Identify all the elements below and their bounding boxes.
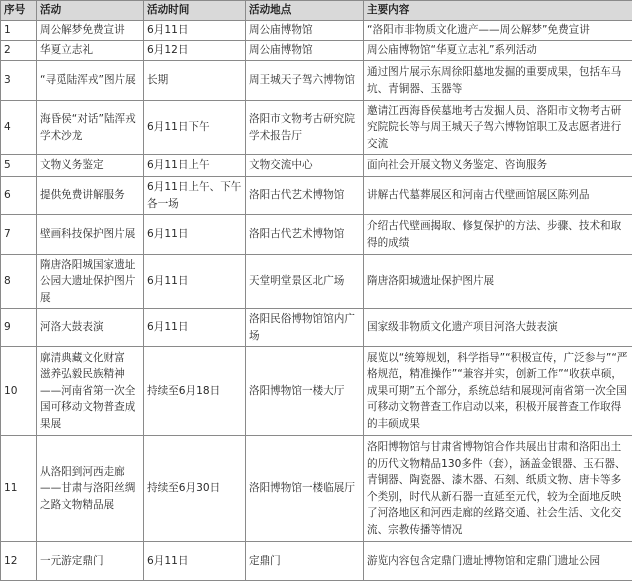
cell-content: 介绍古代壁画揭取、修复保护的方法、步骤、技术和取得的成绩 [364, 215, 632, 255]
cell-activity: “寻觅陆浑戎”图片展 [37, 61, 144, 101]
cell-time: 6月11日 [144, 309, 246, 347]
cell-index: 9 [1, 309, 37, 347]
cell-content: 面向社会开展文物义务鉴定、咨询服务 [364, 155, 632, 177]
cell-activity: 一元游定鼎门 [37, 542, 144, 581]
cell-time: 6月11日 [144, 215, 246, 255]
cell-content: 周公庙博物馆“华夏立志礼”系列活动 [364, 41, 632, 61]
cell-index: 10 [1, 347, 37, 436]
col-header-location: 活动地点 [246, 1, 364, 21]
cell-content: 讲解古代墓葬展区和河南古代壁画馆展区陈列品 [364, 177, 632, 215]
cell-content: 游览内容包含定鼎门遗址博物馆和定鼎门遗址公园 [364, 542, 632, 581]
cell-activity: 华夏立志礼 [37, 41, 144, 61]
table-row [1, 542, 632, 581]
table-row [1, 436, 632, 542]
table-row [1, 255, 632, 309]
cell-time: 6月11日上午、下午各一场 [144, 177, 246, 215]
cell-activity: 提供免费讲解服务 [37, 177, 144, 215]
table-row [1, 347, 632, 436]
cell-index: 6 [1, 177, 37, 215]
cell-activity: 廓清典藏文化财富 滋养弘毅民族精神——河南省第一次全国可移动文物普查成果展 [37, 347, 144, 436]
cell-index: 1 [1, 21, 37, 41]
cell-time: 持续至6月30日 [144, 436, 246, 542]
cell-location: 周公庙博物馆 [246, 21, 364, 41]
cell-location: 洛阳古代艺术博物馆 [246, 215, 364, 255]
col-header-activity: 活动 [37, 1, 144, 21]
cell-content: 洛阳博物馆与甘肃省博物馆合作共展出甘肃和洛阳出土的历代文物精品130多件（套），涵盖金银器、玉石器、青铜器、陶瓷器、漆木器、石刻、纸质文物、唐卡等多个类别，时代从新石器一直延至元代，较为全面地反映了河洛地区和河西走廊的丝路交通、社会生活、文化交流、宗教传播等情况 [364, 436, 632, 542]
cell-location: 周公庙博物馆 [246, 41, 364, 61]
cell-content: 国家级非物质文化遗产项目河洛大鼓表演 [364, 309, 632, 347]
table-row [1, 101, 632, 155]
cell-time: 6月11日下午 [144, 101, 246, 155]
col-header-time: 活动时间 [144, 1, 246, 21]
cell-location: 周王城天子驾六博物馆 [246, 61, 364, 101]
cell-time: 6月11日上午 [144, 155, 246, 177]
cell-location: 洛阳市文物考古研究院学术报告厅 [246, 101, 364, 155]
table-row [1, 61, 632, 101]
cell-activity: 从洛阳到河西走廊——甘肃与洛阳丝绸之路文物精品展 [37, 436, 144, 542]
cell-location: 洛阳博物馆一楼大厅 [246, 347, 364, 436]
cell-content: 展览以“统筹规划，科学指导”“积极宣传，广泛参与”“严格规范，精准操作”“兼容并实，创新工作”“收获卓硕，成果可期”五个部分，系统总结和展现河南省第一次全国可移动文物普查工作启动以来，积极开展普查工作取得的丰硕成果 [364, 347, 632, 436]
header-row [1, 1, 632, 21]
col-header-content: 主要内容 [364, 1, 632, 21]
cell-index: 4 [1, 101, 37, 155]
cell-activity: 河洛大鼓表演 [37, 309, 144, 347]
cell-content: 隋唐洛阳城遗址保护图片展 [364, 255, 632, 309]
cell-index: 8 [1, 255, 37, 309]
cell-location: 文物交流中心 [246, 155, 364, 177]
cell-content: 邀请江西海昏侯墓地考古发掘人员、洛阳市文物考古研究院院长等与周王城天子驾六博物馆职工及志愿者进行交流 [364, 101, 632, 155]
cell-time: 6月12日 [144, 41, 246, 61]
cell-index: 7 [1, 215, 37, 255]
cell-time: 长期 [144, 61, 246, 101]
cell-activity: 周公解梦免费宣讲 [37, 21, 144, 41]
cell-activity: 海昏侯“对话”陆浑戎学术沙龙 [37, 101, 144, 155]
table-row [1, 309, 632, 347]
table-row [1, 21, 632, 41]
table-row [1, 215, 632, 255]
cell-activity: 文物义务鉴定 [37, 155, 144, 177]
cell-time: 持续至6月18日 [144, 347, 246, 436]
cell-location: 天堂明堂景区北广场 [246, 255, 364, 309]
table-row [1, 155, 632, 177]
col-header-index: 序号 [1, 1, 37, 21]
cell-time: 6月11日 [144, 542, 246, 581]
table-row [1, 41, 632, 61]
cell-location: 洛阳古代艺术博物馆 [246, 177, 364, 215]
cell-index: 12 [1, 542, 37, 581]
cell-index: 11 [1, 436, 37, 542]
cell-content: “洛阳市非物质文化遗产——周公解梦”免费宣讲 [364, 21, 632, 41]
cell-time: 6月11日 [144, 21, 246, 41]
cell-location: 洛阳民俗博物馆馆内广场 [246, 309, 364, 347]
cell-location: 定鼎门 [246, 542, 364, 581]
cell-activity: 隋唐洛阳城国家遗址公园大遗址保护图片展 [37, 255, 144, 309]
cell-index: 3 [1, 61, 37, 101]
cell-index: 2 [1, 41, 37, 61]
cell-index: 5 [1, 155, 37, 177]
cell-content: 通过图片展示东周徐阳墓地发掘的重要成果，包括车马坑、青铜器、玉器等 [364, 61, 632, 101]
cell-activity: 壁画科技保护图片展 [37, 215, 144, 255]
cell-location: 洛阳博物馆一楼临展厅 [246, 436, 364, 542]
table-row [1, 177, 632, 215]
cell-time: 6月11日 [144, 255, 246, 309]
